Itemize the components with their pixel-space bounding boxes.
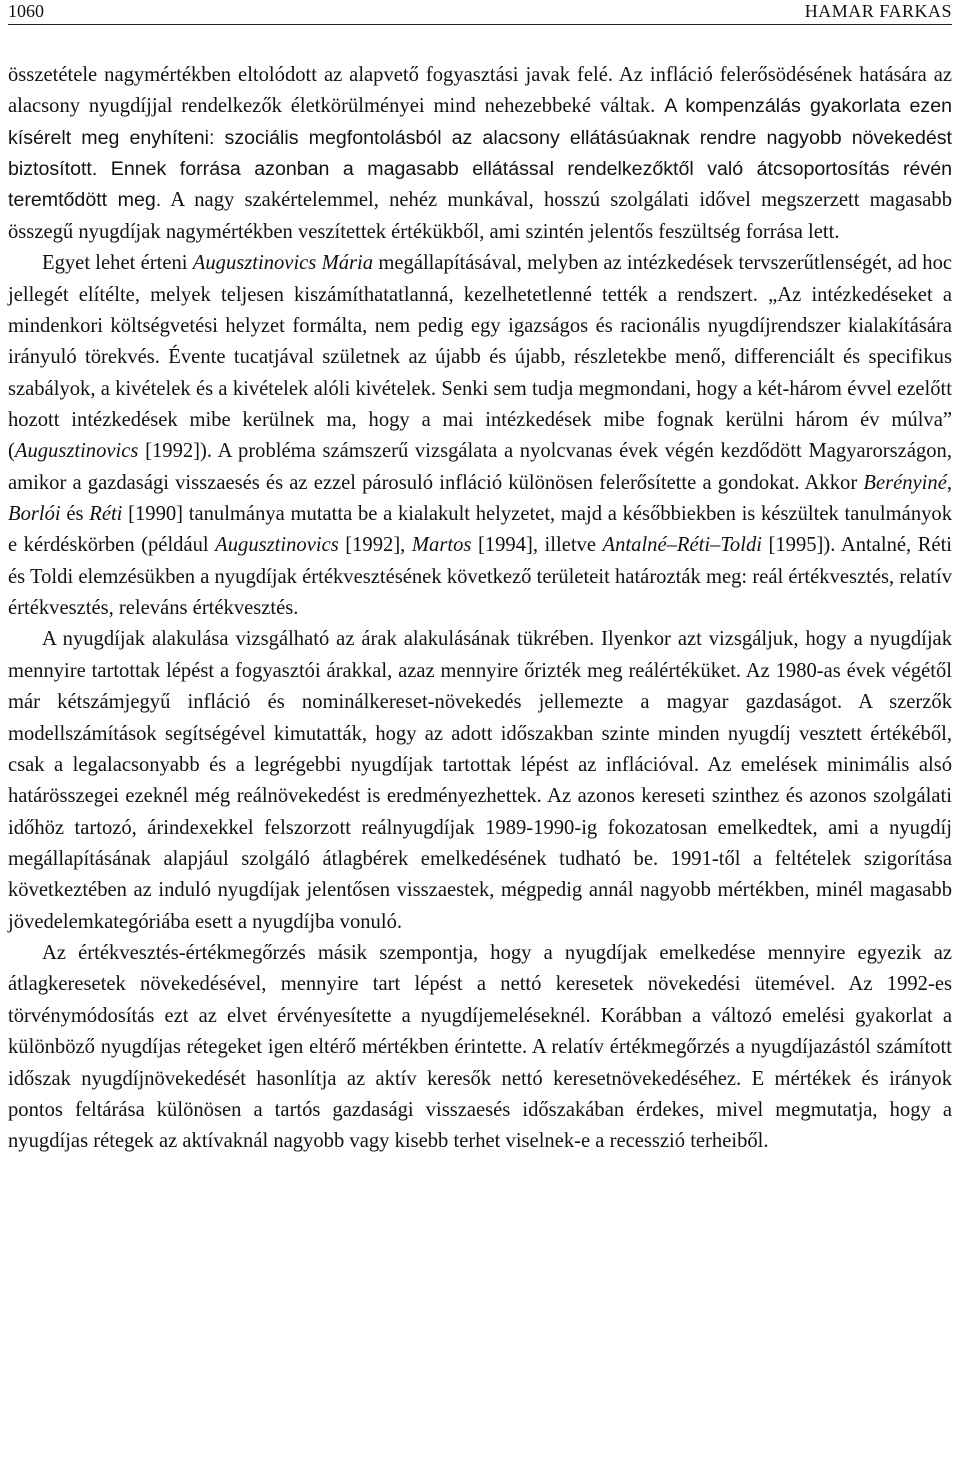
p1-sentence-2: A kompenzálás gyakorlata ezen kísérelt meg enyhíteni: szociális megfontolásból az alacsony ellátásúaknak rendre nagyobb növekedést biztosított. Ennek forrása azonban a magasabb ellátással rendelkezőktől való átcsoportosítás révén teremtődött meg. xyxy=(8,95,953,212)
author-augusztinovics-maria: Augusztinovics Mária xyxy=(192,252,374,275)
p2-text-8: [1994], illetve xyxy=(477,534,596,557)
paragraph-4: Az értékvesztés-értékmegőrzés másik szempontja, hogy a nyugdíjak emelkedése mennyire egyezik az átlagkeresetek növekedésével, mennyire tart lépést a nettó keresetek növekedési ütemével. Az 1992-es törvénymódosítás ezt az elvet érvényesítette a nyugdíjemeléseknél. Korábban a változó emelési gyakorlat a különböző nyugdíjas rétegeket igen eltérő mértékben érintette. A relatív értékmegőrzés a nyugdíjazástól számított időszak nyugdíjnövekedését hasonlítja az aktív keresők nettó keresetnövekedéséhez. E mértékek és irányok pontos feltárása különösen a tartós gazdasági visszaesés időszakában érdekes, mivel megmutatja, hogy a nyugdíjas rétegek az aktívaknál nagyobb vagy kisebb terhet viselnek-e a recesszió terheiből. xyxy=(8,942,952,1153)
p2-text-1: Egyet lehet érteni xyxy=(42,252,188,275)
paragraph-3: A nyugdíjak alakulása vizsgálható az árak alakulásának tükrében. Ilyenkor azt vizsgáljuk, hogy a nyugdíjak mennyire tartottak lépést a fogyasztói árakkal, azaz mennyire őrizték meg reálértéküket. Az 1980-as évek végétől már kétszámjegyű infláció és nominálkereset-növekedés jellemezte a magyar gazdaságot. A szerzők modellszámítások segítségével kimutatták, hogy az adott időszakban szinte minden nyugdíj vesztett értékéből, csak a legalacsonyabb és a legrégebbi nyugdíjak tartottak lépést az inflációval. Az emelések minimális alsó határösszegei ezeknél még reálnövekedést is eredményezhettek. Az azonos kereseti szinthez és azonos szolgálati időhöz tartozó, árindexekkel felszorzott reálnyugdíjak 1989-1990-ig fokozatosan emelkedtek, ami a nyugdíj megállapításának alapjául szolgáló átlagbérek emelkedésének tudható be. 1991-től a feltételek szigorítása következtében az induló nyugdíjak jelentősen visszaestek, mégpedig annál nagyobb mértékben, minél magasabb jövedelemkategóriába esett a nyugdíjba vonuló. xyxy=(8,628,952,933)
p2-text-4: , xyxy=(946,471,952,494)
p2-text-9: [1995]). Antalné, Réti és Toldi elemzésükben a nyugdíjak értékvesztésének következő területeit határozták meg: reál értékvesztés, relatív értékvesztés, releváns értékvesztés. xyxy=(8,534,953,620)
paragraph-2 xyxy=(8,248,952,624)
citation-augusztinovics-2: Augusztinovics xyxy=(215,534,339,557)
page-header xyxy=(8,0,952,22)
header-rule xyxy=(8,24,952,25)
p2-text-2: megállapításával, melyben az intézkedések tervszerűtlenségét, ad hoc jellegét elítélte, melyek teljesen kiszámíthatatlanná, kezelhetetlenné tették a rendszert. „Az intézkedéseket a mindenkori költségvetési helyzet formálta, nem pedig egy igazságos és racionális nyugdíjrendszer kialakítására irányuló törekvés. Évente tucatjával születnek az újabb és újabb, részletekbe menő, differenciált és specifikus szabályok, a kivételek és a kivételek alóli kivételek. Senki sem tudja megmondani, hogy a két-három évvel ezelőtt hozott intézkedések mibe kerülnek ma, hogy a mai intézkedések mibe fognak kerülni három év múlva” ( xyxy=(8,252,953,463)
author-martos: Martos xyxy=(411,534,472,557)
p2-text-7: [1992], xyxy=(345,534,406,557)
p2-text-6: [1990] tanulmánya mutatta be a kialakult helyzetet, majd a későbbiekben is készültek tanulmányok e kérdéskörben (például xyxy=(8,503,953,557)
author-reti: Réti xyxy=(89,503,123,526)
p1-sentence-3: A nagy szakértelemmel, nehéz munkával, hosszú szolgálati idővel megszerzett magasabb összegű nyugdíjak nagymértékben veszítettek értékükből, ami szintén jelentős feszültség forrása lett. xyxy=(8,189,952,243)
running-head: HAMAR FARKAS xyxy=(804,1,952,21)
author-berenyine: Berényiné xyxy=(863,471,947,494)
p1-sentence-1: összetétele nagymértékben eltolódott az alapvető fogyasztási javak felé. Az infláció felerősödésének hatására az alacsony nyugdíjjal rendelkezők életkörülményei mind nehezebbeké váltak. xyxy=(8,64,952,118)
p2-text-5: és xyxy=(66,503,84,526)
paragraph-1 xyxy=(8,60,952,248)
author-borloi: Borlói xyxy=(8,503,61,526)
p2-text-3: [1992]). A probléma számszerű vizsgálata a nyolcvanas évek végén kezdődött Magyarországon, amikor a gazdasági visszaesés és az ezzel párosuló infláció különösen felerősítette a gondokat. Akkor xyxy=(8,440,952,494)
page-number: 1060 xyxy=(8,1,44,21)
body-text xyxy=(8,60,952,1158)
authors-antalne-reti-toldi: Antalné–Réti–Toldi xyxy=(602,534,762,557)
citation-augusztinovics-1: Augusztinovics xyxy=(14,440,139,463)
